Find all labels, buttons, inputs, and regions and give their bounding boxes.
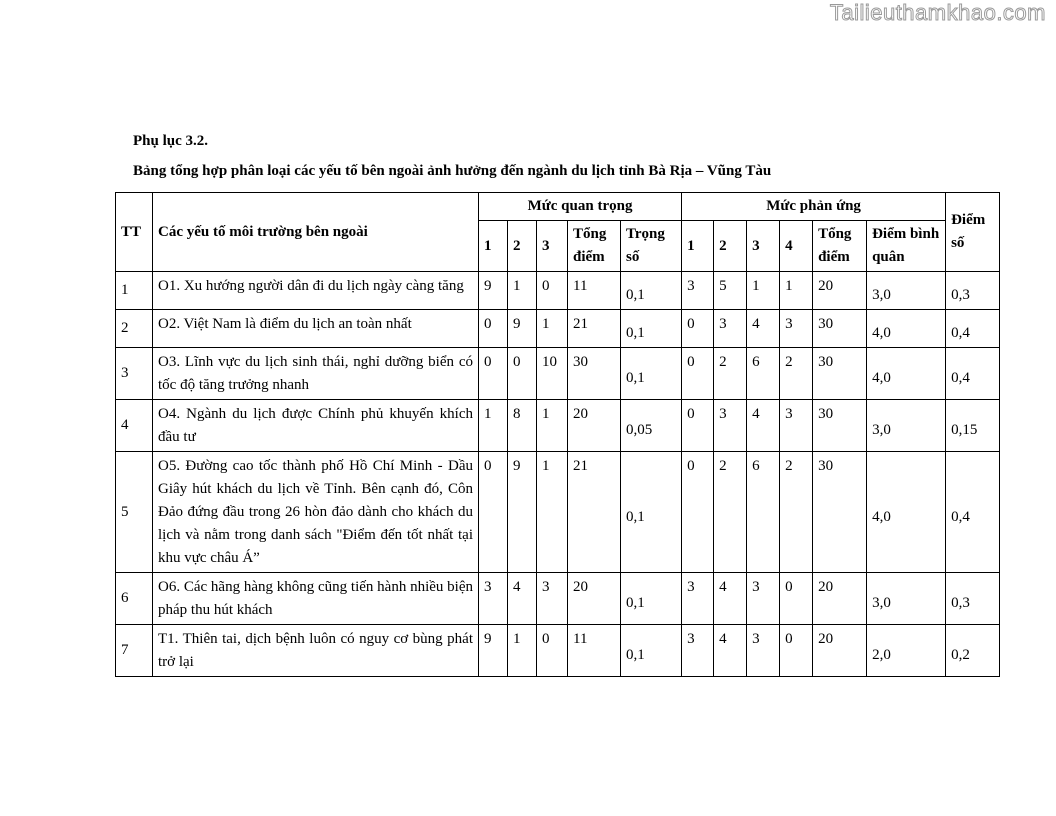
table-row [116, 573, 1000, 625]
header-importance-group: Mức quan trọng [479, 193, 682, 221]
row-factor: O6. Các hãng hàng không cũng tiến hành nhiều biện pháp thu hút khách [153, 573, 479, 625]
row-resp-avg: 2,0 [867, 625, 946, 677]
row-resp-avg: 3,0 [867, 573, 946, 625]
row-tt: 6 [116, 573, 153, 625]
row-resp-3: 6 [747, 348, 780, 400]
header-imp-2: 2 [508, 221, 537, 272]
row-imp-1: 1 [479, 400, 508, 452]
row-resp-avg: 4,0 [867, 310, 946, 348]
row-score: 0,4 [946, 310, 1000, 348]
row-imp-3: 1 [537, 452, 568, 573]
header-resp-3: 3 [747, 221, 780, 272]
row-score: 0,15 [946, 400, 1000, 452]
header-tt: TT [116, 193, 153, 272]
row-imp-weight: 0,1 [621, 625, 682, 677]
row-factor: O4. Ngành du lịch được Chính phủ khuyến khích đầu tư [153, 400, 479, 452]
row-factor: O1. Xu hướng người dân đi du lịch ngày càng tăng [153, 272, 479, 310]
row-imp-3: 1 [537, 310, 568, 348]
row-resp-total: 30 [813, 310, 867, 348]
row-imp-weight: 0,1 [621, 452, 682, 573]
row-resp-avg: 3,0 [867, 400, 946, 452]
row-resp-total: 20 [813, 272, 867, 310]
row-resp-2: 3 [714, 310, 747, 348]
appendix-label: Phụ lục 3.2. [133, 133, 209, 149]
row-resp-total: 20 [813, 625, 867, 677]
row-imp-1: 9 [479, 625, 508, 677]
table-row [116, 400, 1000, 452]
row-imp-2: 9 [508, 310, 537, 348]
header-imp-weight: Trọng số [621, 221, 682, 272]
row-imp-1: 9 [479, 272, 508, 310]
row-resp-1: 0 [682, 348, 714, 400]
row-imp-1: 3 [479, 573, 508, 625]
row-imp-total: 20 [568, 400, 621, 452]
watermark: Tailieuthamkhao.com [829, 0, 1046, 25]
row-resp-4: 3 [780, 400, 813, 452]
row-resp-3: 3 [747, 573, 780, 625]
row-resp-2: 3 [714, 400, 747, 452]
row-resp-2: 4 [714, 625, 747, 677]
row-resp-total: 30 [813, 400, 867, 452]
row-imp-total: 21 [568, 452, 621, 573]
row-imp-weight: 0,05 [621, 400, 682, 452]
row-score: 0,3 [946, 272, 1000, 310]
table-row [116, 452, 1000, 573]
row-imp-2: 4 [508, 573, 537, 625]
row-resp-3: 4 [747, 310, 780, 348]
row-resp-2: 2 [714, 348, 747, 400]
row-tt: 2 [116, 310, 153, 348]
row-resp-1: 3 [682, 625, 714, 677]
header-imp-total: Tổng điểm [568, 221, 621, 272]
row-imp-weight: 0,1 [621, 310, 682, 348]
table-row [116, 310, 1000, 348]
row-imp-total: 30 [568, 348, 621, 400]
header-resp-2: 2 [714, 221, 747, 272]
header-factors: Các yếu tố môi trường bên ngoài [153, 193, 479, 272]
row-score: 0,4 [946, 348, 1000, 400]
row-imp-weight: 0,1 [621, 272, 682, 310]
row-imp-3: 1 [537, 400, 568, 452]
row-resp-4: 3 [780, 310, 813, 348]
row-imp-total: 11 [568, 625, 621, 677]
row-imp-1: 0 [479, 348, 508, 400]
row-resp-total: 30 [813, 348, 867, 400]
row-imp-1: 0 [479, 452, 508, 573]
table-body [116, 272, 1000, 677]
row-resp-4: 0 [780, 625, 813, 677]
row-score: 0,2 [946, 625, 1000, 677]
row-resp-total: 30 [813, 452, 867, 573]
row-resp-4: 0 [780, 573, 813, 625]
header-resp-1: 1 [682, 221, 714, 272]
row-tt: 7 [116, 625, 153, 677]
row-resp-3: 4 [747, 400, 780, 452]
row-resp-2: 5 [714, 272, 747, 310]
row-resp-avg: 4,0 [867, 452, 946, 573]
row-tt: 5 [116, 452, 153, 573]
row-imp-2: 1 [508, 625, 537, 677]
header-row-1 [116, 193, 1000, 221]
row-imp-2: 1 [508, 272, 537, 310]
row-imp-weight: 0,1 [621, 348, 682, 400]
row-tt: 1 [116, 272, 153, 310]
header-resp-avg: Điểm bình quân [867, 221, 946, 272]
row-resp-2: 4 [714, 573, 747, 625]
row-factor: T1. Thiên tai, dịch bệnh luôn có nguy cơ bùng phát trở lại [153, 625, 479, 677]
row-resp-4: 2 [780, 348, 813, 400]
row-resp-avg: 3,0 [867, 272, 946, 310]
header-resp-4: 4 [780, 221, 813, 272]
row-factor: O2. Việt Nam là điểm du lịch an toàn nhất [153, 310, 479, 348]
row-tt: 4 [116, 400, 153, 452]
row-imp-total: 20 [568, 573, 621, 625]
row-imp-3: 3 [537, 573, 568, 625]
row-imp-total: 21 [568, 310, 621, 348]
table-row [116, 625, 1000, 677]
row-factor: O5. Đường cao tốc thành phố Hồ Chí Minh - Dầu Giây hút khách du lịch về Tỉnh. Bên cạnh đó, Côn Đảo đứng đầu trong 26 hòn đảo dành cho khách du lịch và nằm trong danh sách "Điểm đến tốt nhất tại khu vực châu Á” [153, 452, 479, 573]
row-tt: 3 [116, 348, 153, 400]
row-resp-1: 3 [682, 573, 714, 625]
row-imp-2: 9 [508, 452, 537, 573]
row-resp-1: 3 [682, 272, 714, 310]
row-resp-3: 6 [747, 452, 780, 573]
header-response-group: Mức phản ứng [682, 193, 946, 221]
table-title: Bảng tổng hợp phân loại các yếu tố bên ngoài ảnh hưởng đến ngành du lịch tỉnh Bà Rịa – Vũng Tàu [133, 163, 772, 179]
row-imp-1: 0 [479, 310, 508, 348]
header-imp-3: 3 [537, 221, 568, 272]
header-imp-1: 1 [479, 221, 508, 272]
row-resp-1: 0 [682, 310, 714, 348]
row-resp-total: 20 [813, 573, 867, 625]
header-resp-total: Tổng điểm [813, 221, 867, 272]
row-score: 0,4 [946, 452, 1000, 573]
row-imp-2: 8 [508, 400, 537, 452]
external-factors-table [115, 192, 1000, 677]
row-resp-4: 2 [780, 452, 813, 573]
row-resp-4: 1 [780, 272, 813, 310]
row-resp-3: 1 [747, 272, 780, 310]
row-resp-avg: 4,0 [867, 348, 946, 400]
table-row [116, 272, 1000, 310]
row-factor: O3. Lĩnh vực du lịch sinh thái, nghỉ dưỡng biển có tốc độ tăng trưởng nhanh [153, 348, 479, 400]
row-resp-1: 0 [682, 452, 714, 573]
row-imp-2: 0 [508, 348, 537, 400]
row-resp-3: 3 [747, 625, 780, 677]
row-imp-3: 10 [537, 348, 568, 400]
row-imp-3: 0 [537, 272, 568, 310]
row-resp-1: 0 [682, 400, 714, 452]
row-imp-total: 11 [568, 272, 621, 310]
row-imp-weight: 0,1 [621, 573, 682, 625]
row-imp-3: 0 [537, 625, 568, 677]
row-resp-2: 2 [714, 452, 747, 573]
header-score: Điểm số [946, 193, 1000, 272]
row-score: 0,3 [946, 573, 1000, 625]
table-row [116, 348, 1000, 400]
